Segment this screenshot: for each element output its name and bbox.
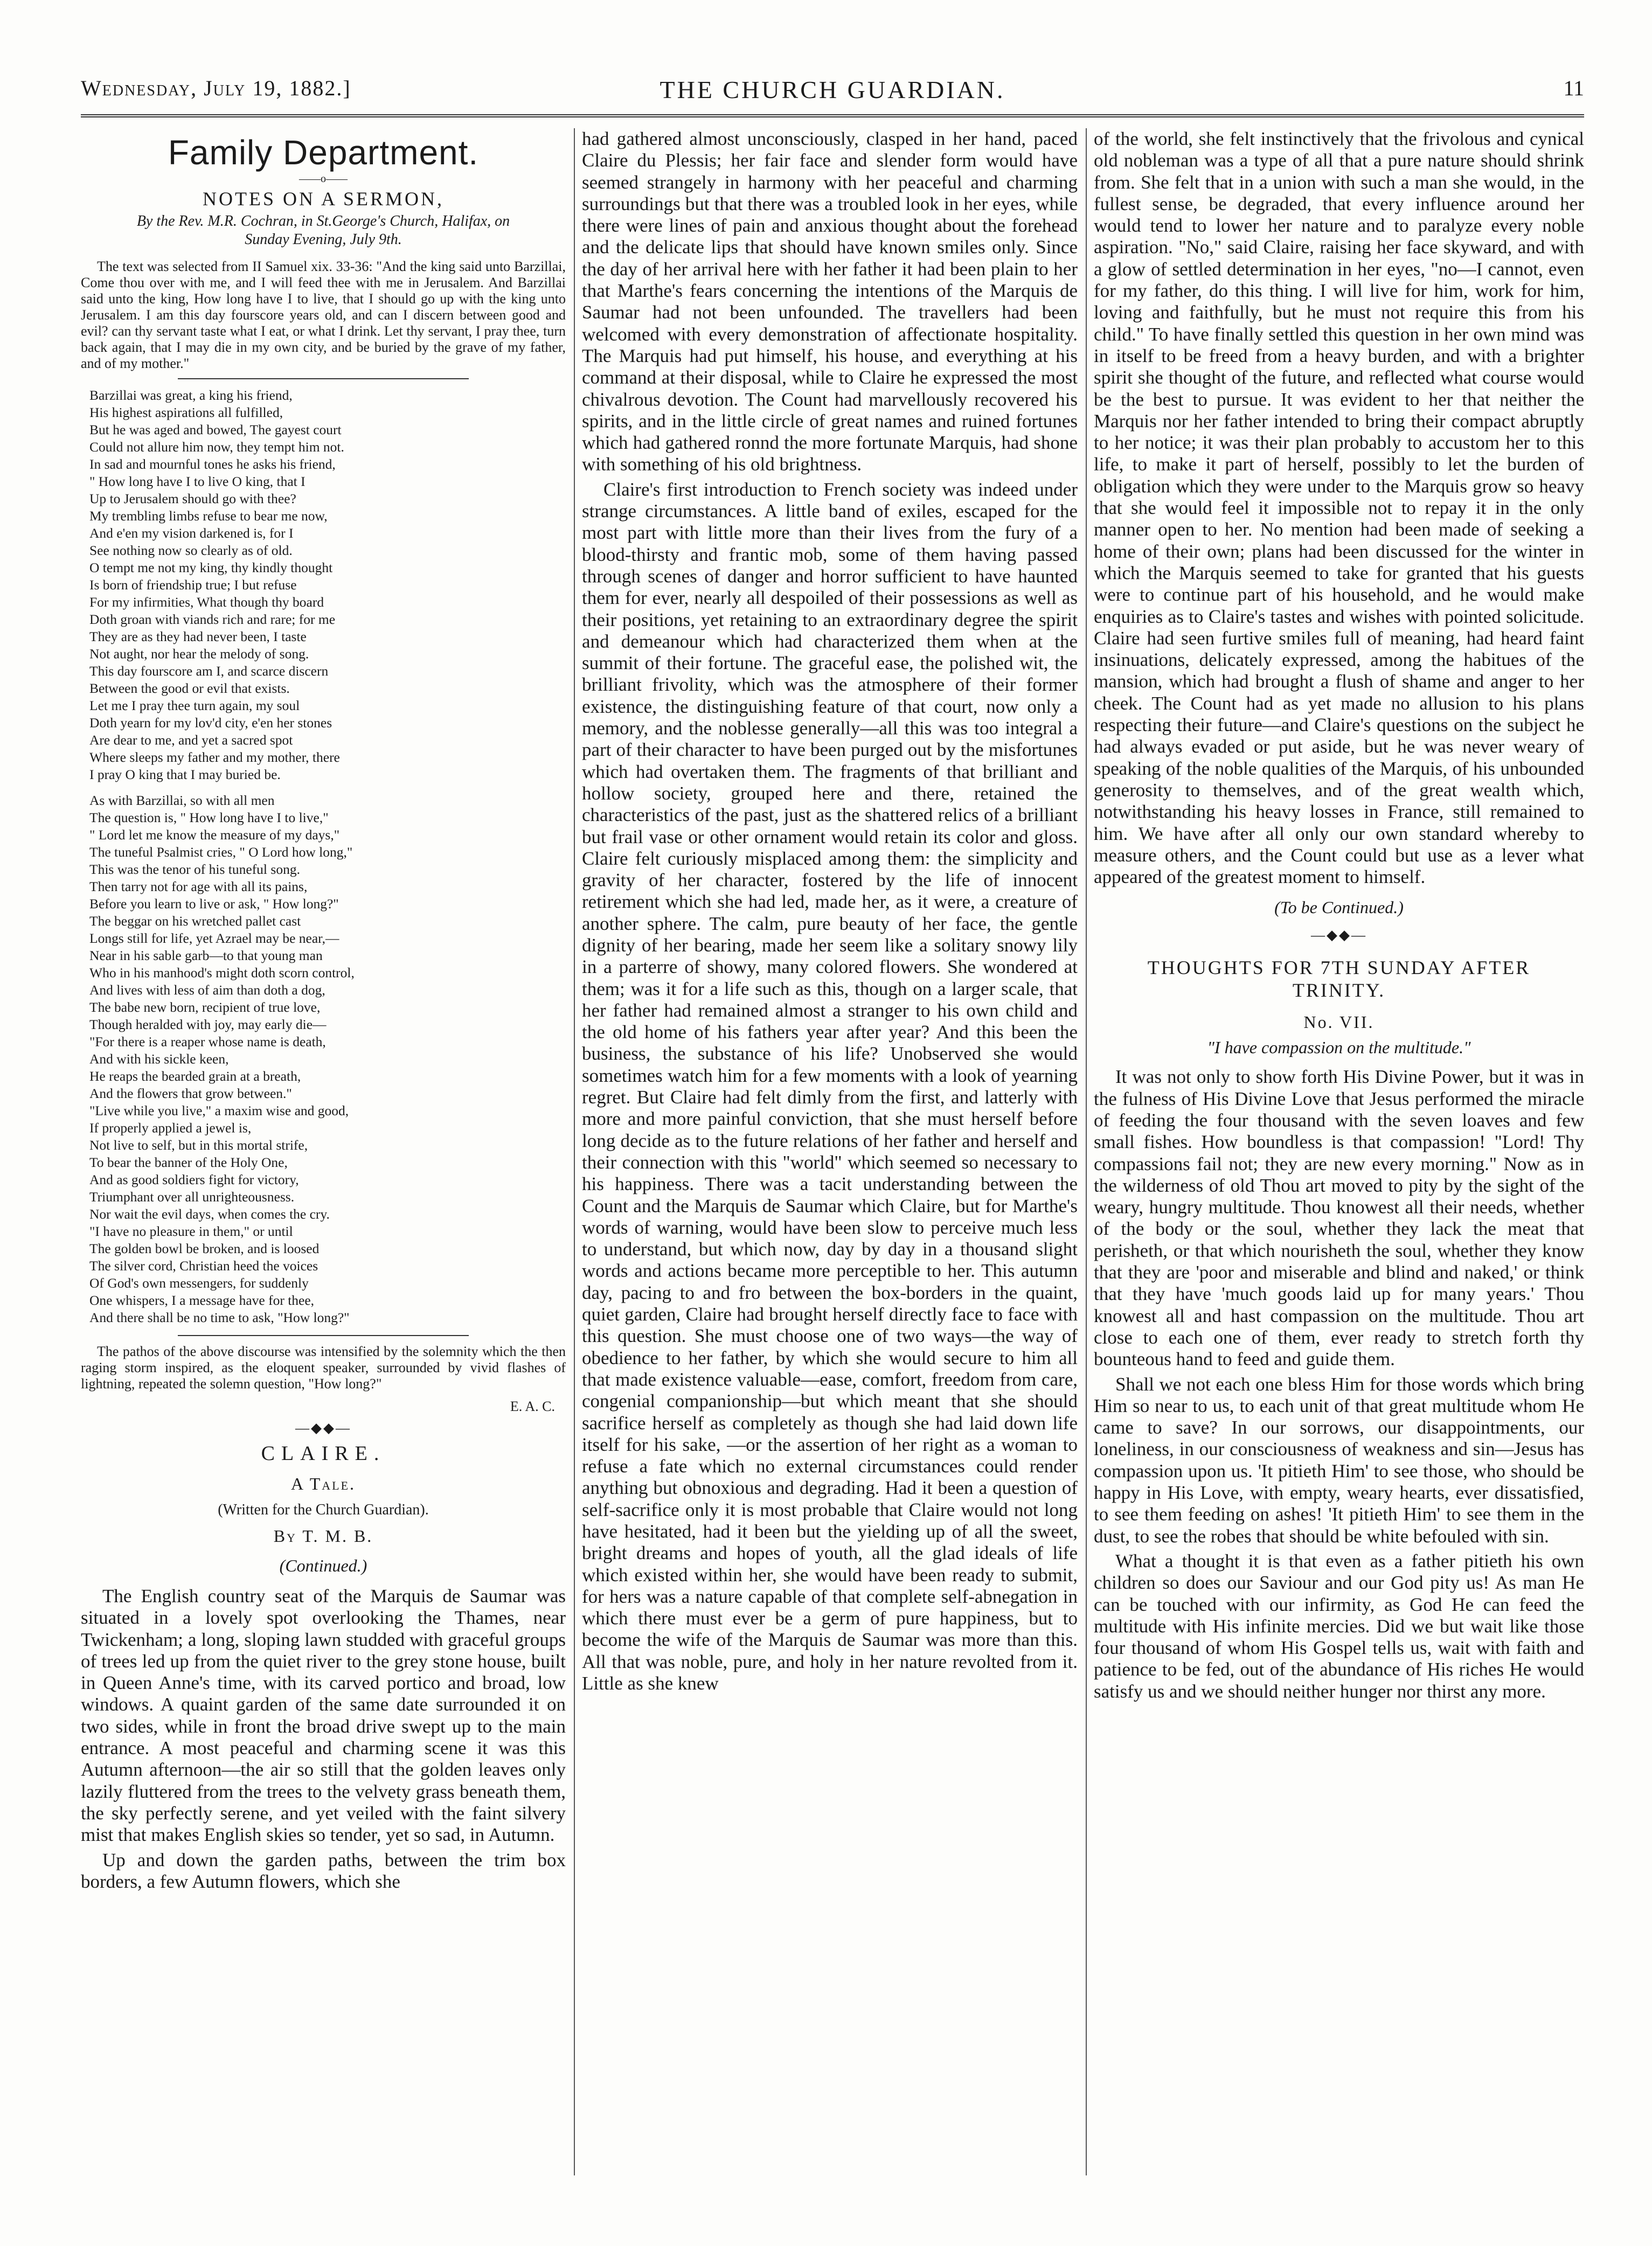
ornament-divider: —◆◆— (1311, 927, 1367, 943)
closing-paragraph: The pathos of the above discourse was intensified by the solemnity which the then raging storm inspired, as the eloquent speaker, surrounded by vivid flashes of lightning, repeated the solemn question, "How long?" (81, 1344, 566, 1392)
divider (178, 378, 469, 379)
thoughts-paragraph: It was not only to show forth His Divine Power, but it was in the fulness of His Divine Love that Jesus performed the miracle of feeding the four thousand with the seven loaves and few small fishes. How boundless is that compassion! "Lord! Thy compassions fail not; they are new every morning." Now as in the wilderness of old Thou art moved to pity by the sight of the weary, hungry multitude. Thou knowest all their needs, whether of the body or the soul, whether they lack the meat that perisheth, or that which nourisheth the soul, whether they know that they are 'poor and miserable and blind and naked,' or think that they have 'much goods laid up for many years.' Thou knowest all and hast compassion on the multitude. Thou art close to each one of them, ever ready to stretch forth thy bounteous hand to feed and guide them. (1094, 1066, 1584, 1370)
masthead-rule (81, 114, 1584, 117)
poem-stanza-2: As with Barzillai, so with all men The question is, " How long have I to live," " Lord let me know the measure of my days," The tuneful Psalmist cries, " O Lord how long," This was the tenor of his tuneful song. Then tarry not for age with all its pains, Before you learn to live or ask, " How long?" The beggar on his wretched pallet cast Longs still for life, yet Azrael may be near,— Near in his sable garb—to that young man Who in his manhood's might doth scorn control, And lives with less of aim than doth a dog, The babe new born, recipient of true love, Though heralded with joy, may early die— "For there is a reaper whose name is death, And with his sickle keen, He reaps the bearded grain at a breath, And the flowers that grow between." "Live while you live," a maxim wise and good, If properly applied a jewel is, Not live to self, but in this mortal strife, To bear the banner of the Holy One, And as good soldiers fight for victory, Triumphant over all unrighteousness. Nor wait the evil days, when comes the cry. "I have no pleasure in them," or until The golden bowl be broken, and is loosed The silver cord, Christian heed the voices Of God's own messengers, for suddenly One whispers, I a message have for thee, And there shall be no time to ask, "How long?" (89, 792, 355, 1325)
thoughts-paragraph: Shall we not each one bless Him for those words which bring Him so near to us, to each unit of that great multitude whom He came to save? In our sorrows, our disappointments, our loneliness, in our consciousness of weakness and sin—Jesus has compassion upon us. 'It pitieth Him' to see those, who should be happy in His Love, with empty, weary hearts, ever dissatisfied, to see them feeding on ashes! 'It pitieth Him' to see them in the dust, to see the robes that should be white befouled with sin. (1094, 1373, 1584, 1547)
story-paragraph: Up and down the garden paths, between the trim box borders, a few Autumn flowers, which she (81, 1849, 566, 1892)
masthead (81, 75, 1584, 113)
story-paragraph: had gathered almost unconsciously, clasped in her hand, paced Claire du Plessis; her fair face and slender form would have seemed strangely in harmony with her peaceful and charming surroundings but that there was a troubled look in her eyes, while there were lines of pain and anxious thought about the forehead and the delicate lips that should have known smiles only. Since the day of her arrival here with her father it had been plain to her that Marthe's fears concerning the intentions of the Marquis de Saumar had not been unfounded. The travellers had been welcomed with every demonstration of affectionate hospitality. The Marquis had put himself, his house, and everything at his command at their disposal, while to Claire he expressed the most chivalrous devotion. The Count had marvellously recovered his spirits, and in the little circle of great names and ruined fortunes which had gathered ronnd the more fortunate Marquis, had shone with something of his old brightness. (582, 128, 1078, 475)
column-left (81, 128, 566, 2175)
story-paragraph: Claire's first introduction to French society was indeed under strange circumstances. A little band of exiles, escaped for the most part with little more than their lives from the fury of a blood-thirsty and frantic mob, some of them having passed through scenes of danger and horror sufficient to have haunted them for ever, nearly all despoiled of their possessions as well as their positions, yet retaining to an extraordinary degree the spirit and demeanour which had characterized them when at the summit of their fortune. The graceful ease, the polished wit, the brilliant frivolity, which was the atmosphere of their former existence, the distinguishing feature of that court, now only a memory, and the noblesse generally—all this was too integral a part of their character to have been purged out by the misfortunes which had overtaken them. The fragments of that brilliant and hollow society, grouped here and there, retained the characteristics of the past, just as the shattered relics of a brilliant but frail vase or other ornament would retain its color and gloss. Claire felt curiously misplaced among them: the simplicity and gravity of her character, fostered by the life of innocent retirement which she had led, made her, as it were, a creature of another sphere. The calm, pure beauty of her face, the gentle dignity of her bearing, made her seem like a solitary snowy lily in a parterre of showy, many colored flowers. She wondered at them; was it for a life such as this, though on a larger scale, that her father had remained almost a stranger to his own child and the old home of his fathers year after year? And this been the business, the substance of his life? Unobserved she would sometimes watch him for a few moments with a look of yearning regret. But Claire had felt dimly from the first, and latterly with more and more painful conviction, that she must herself before long decide as to the future relations of her father and herself and their connection with this "world" which seemed so necessary to his happiness. There was a tacit understanding between the Count and the Marquis de Saumar which Claire, but for Marthe's words of warning, would have been slow to perceive much less to understand, but which now, day by day in a thousand slight words and actions became more perceptible to her. This autumn day, pacing to and fro between the box-borders in the quaint, quiet garden, Claire had brought herself directly face to face with this question. She must choose one of two ways—the way of obedience to her father, by which she would secure to him all that made existence valuable—ease, comfort, freedom from care, congenial companionship—but which meant that she should sacrifice herself as completely as though she had laid down life itself for his sake, —or the assertion of her right as a woman to refuse a fate which no external circumstances could render anything but obnoxious and degrading. Had it been a question of self-sacrifice only it is most probable that Claire would not long have hesitated, had it been but the yielding up of all the sweet, bright dreams and hopes of youth, all the glad ideals of life which existed within her, she would have been ready to submit, for hers was a nature capable of that complete self-abnegation in which there must ever be a germ of pure happiness, but to become the wife of the Marquis de Saumar was more than this. All that was noble, pure, and holy in her nature revolted from it. Little as she knew (582, 478, 1078, 1694)
divider (178, 1335, 469, 1336)
sermon-byline: By the Rev. M.R. Cochran, in St.George's Church, Halifax, on Sunday Evening, July 9th. (136, 213, 510, 248)
issue-date: Wednesday, July 19, 1882.] (81, 76, 351, 100)
column-divider (1086, 128, 1087, 2175)
thoughts-epigraph: "I have compassion on the multitude." (1207, 1038, 1471, 1058)
signature: E. A. C. (510, 1399, 555, 1414)
thoughts-number: No. VII. (1303, 1012, 1375, 1032)
column-divider (574, 128, 575, 2175)
department-title: Family Department. (168, 133, 479, 172)
column-right (1094, 128, 1584, 2078)
story-subtitle: A Tale. (290, 1474, 356, 1493)
continued-note: (Continued.) (279, 1556, 367, 1575)
poem-stanza-1: Barzillai was great, a king his friend, His highest aspirations all fulfilled, But he was aged and bowed, The gayest court Could not allure him now, they tempt him not. In sad and mournful tones he asks his friend, " How long have I to live O king, that I Up to Jerusalem should go with thee? My trembling limbs refuse to bear me now, And e'en my vision darkened is, for I See nothing now so clearly as of old. O tempt me not my king, thy kindly thought Is born of friendship true; I but refuse For my infirmities, What though thy board Doth groan with viands rich and rare; for me They are as they had never been, I taste Not aught, nor hear the melody of song. This day fourscore am I, and scarce discern Between the good or evil that exists. Let me I pray thee turn again, my soul Doth yearn for my lov'd city, e'en her stones Are dear to me, and yet a sacred spot Where sleeps my father and my mother, there I pray O king that I may buried be. (89, 387, 344, 782)
story-paragraph: The English country seat of the Marquis de Saumar was situated in a lovely spot overlooking the Thames, near Twickenham; a long, sloping lawn studded with graceful groups of trees led up from the quiet river to the grey stone house, built in Queen Anne's time, with its carved portico and broad, low windows. A quaint garden of the same date surrounded it on two sides, while in front the broad drive swept up to the main entrance. A most peaceful and charming scene it was this Autumn afternoon—the air so still that the golden leaves only lazily fluttered from the trees to the velvety grass beneath them, the sky perfectly serene, and yet veiled with the faint silvery mist that makes English skies so tender, yet so sad, in Autumn. (81, 1586, 566, 1846)
page-number: 11 (1563, 76, 1584, 100)
to-be-continued-note: (To be Continued.) (1274, 898, 1404, 917)
story-written-for: (Written for the Church Guardian). (218, 1501, 429, 1518)
thoughts-paragraph: What a thought it is that even as a father pitieth his own children so does our Saviour and our God pity us! As man He can be touched with our infirmity, as God He can feed the multitude with His infinite mercies. Did we but wait like those four thousand of whom His Gospel tells us, wait with faith and patience to be fed, out of the abundance of His riches He would satisfy us and we should neither hunger nor thirst any more. (1094, 1550, 1584, 1702)
sermon-title: NOTES ON A SERMON, (202, 188, 445, 210)
newspaper-title: THE CHURCH GUARDIAN. (660, 76, 1005, 103)
ornament-divider: —◆◆— (295, 1420, 351, 1436)
thoughts-title: THOUGHTS FOR 7TH SUNDAY AFTER TRINITY. (1147, 957, 1531, 1002)
story-title: CLAIRE. (261, 1442, 386, 1465)
column-middle (582, 128, 1078, 2175)
sermon-text-paragraph: The text was selected from II Samuel xix. 33-36: "And the king said unto Barzillai, Come thou over with me, and I will feed thee with me in Jerusalem. And Barzillai said unto the king, How long have I to live, that I should go up with the king unto Jerusalem. I am this day fourscore years old, and can I discern between good and evil? can thy servant taste what I eat, or what I drink. Let thy servant, I pray thee, turn back again, that I may die in my own city, and be buried by the grave of my father, and of my mother." (81, 259, 566, 371)
story-paragraph: of the world, she felt instinctively that the frivolous and cynical old nobleman was a type of all that a pure nature should shrink from. She felt that in a union with such a man she would, in the fullest sense, be degraded, that every influence around her would tend to lower her nature and to paralyze every noble aspiration. "No," said Claire, raising her face skyward, and with a glow of settled determination in her eyes, "no—I cannot, even for my father, do this thing. I will live for him, work for him, loving and faithfully, but he must not require this from his child." To have finally settled this question in her own mind was in itself to be freed from a heavy burden, and with a brighter spirit she thought of the future, and reflected what course would be the best to pursue. It was evident to her that neither the Marquis nor her father intended to bring their compact abruptly to her notice; it was their plan probably to accustom her to this life, to make it part of herself, possibly to let the burden of obligation which they were under to the Marquis grow so heavy that she would feel it impossible not to repay it in the only manner open to her. No mention had been made of seeking a home of their own; plans had been discussed for the winter in which the Marquis seemed to take for granted that his guests were to continue part of his household, and he would make enquiries as to Claire's tastes and wishes with pointed solicitude. Claire had seen furtive smiles full of meaning, had heard faint insinuations, delicately expressed, among the habitues of the mansion, which had brought a flush of shame and anger to her cheek. The Count had as yet made no allusion to his plans respecting their future—and Claire's questions on the subject he had always evaded or put aside, but he was never weary of speaking of the noble qualities of the Marquis, of his unbounded generosity to themselves, and of the great wealth which, notwithstanding his heavy losses in France, still remained to him. We have after all only our own standard whereby to measure others, and the Count could but use as a lever what appeared of the greatest moment to himself. (1094, 128, 1584, 888)
story-author: By T. M. B. (273, 1526, 373, 1546)
ornamental-rule: ——o—— (299, 173, 348, 185)
